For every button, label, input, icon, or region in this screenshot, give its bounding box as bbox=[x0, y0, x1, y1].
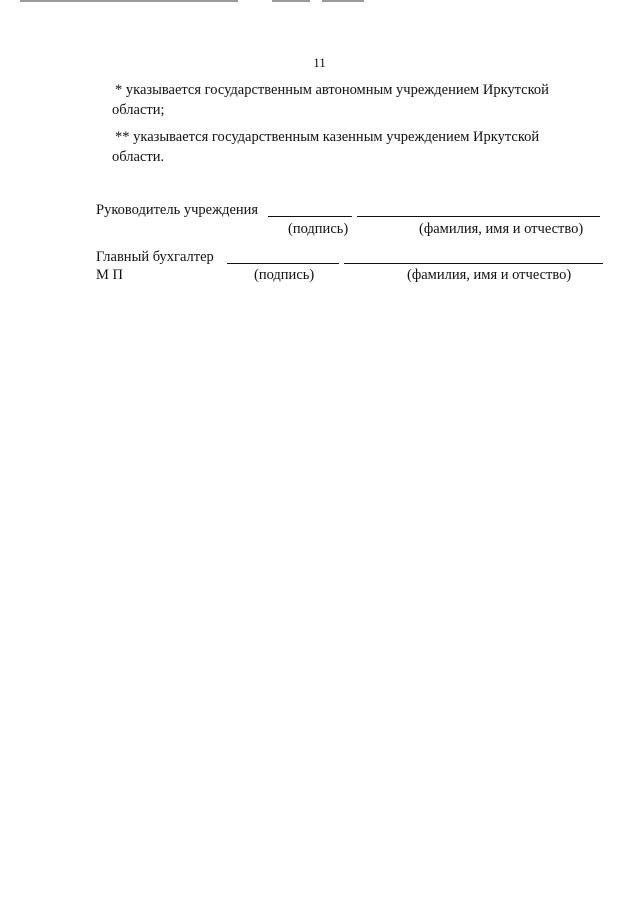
accountant-signature-line bbox=[227, 263, 339, 264]
footnote-text-continued: области; bbox=[112, 102, 165, 118]
footnote-state-owned bbox=[112, 127, 585, 167]
footnote-text: ** указывается государственным казенным учреждением Иркутской bbox=[115, 129, 540, 145]
scan-edge-line bbox=[20, 0, 238, 2]
scan-edge-line bbox=[322, 0, 364, 2]
footnote-text: * указывается государственным автономным учреждением Иркутской bbox=[115, 82, 549, 98]
accountant-name-caption: (фамилия, имя и отчество) bbox=[407, 267, 572, 283]
head-label: Руководитель учреждения bbox=[96, 202, 259, 218]
head-signature-caption: (подпись) bbox=[288, 221, 349, 237]
stamp-placeholder-label: М П bbox=[96, 267, 123, 283]
head-name-caption: (фамилия, имя и отчество) bbox=[419, 221, 584, 237]
accountant-signature-caption: (подпись) bbox=[254, 267, 315, 283]
accountant-name-line bbox=[344, 263, 603, 264]
footnote-text-continued: области. bbox=[112, 149, 165, 165]
head-signature-line bbox=[268, 216, 352, 217]
accountant-label: Главный бухгалтер bbox=[96, 249, 214, 265]
head-name-line bbox=[357, 216, 600, 217]
page-number: 11 bbox=[313, 55, 326, 70]
footnote-autonomous bbox=[112, 80, 585, 120]
scan-edge-line bbox=[272, 0, 310, 2]
